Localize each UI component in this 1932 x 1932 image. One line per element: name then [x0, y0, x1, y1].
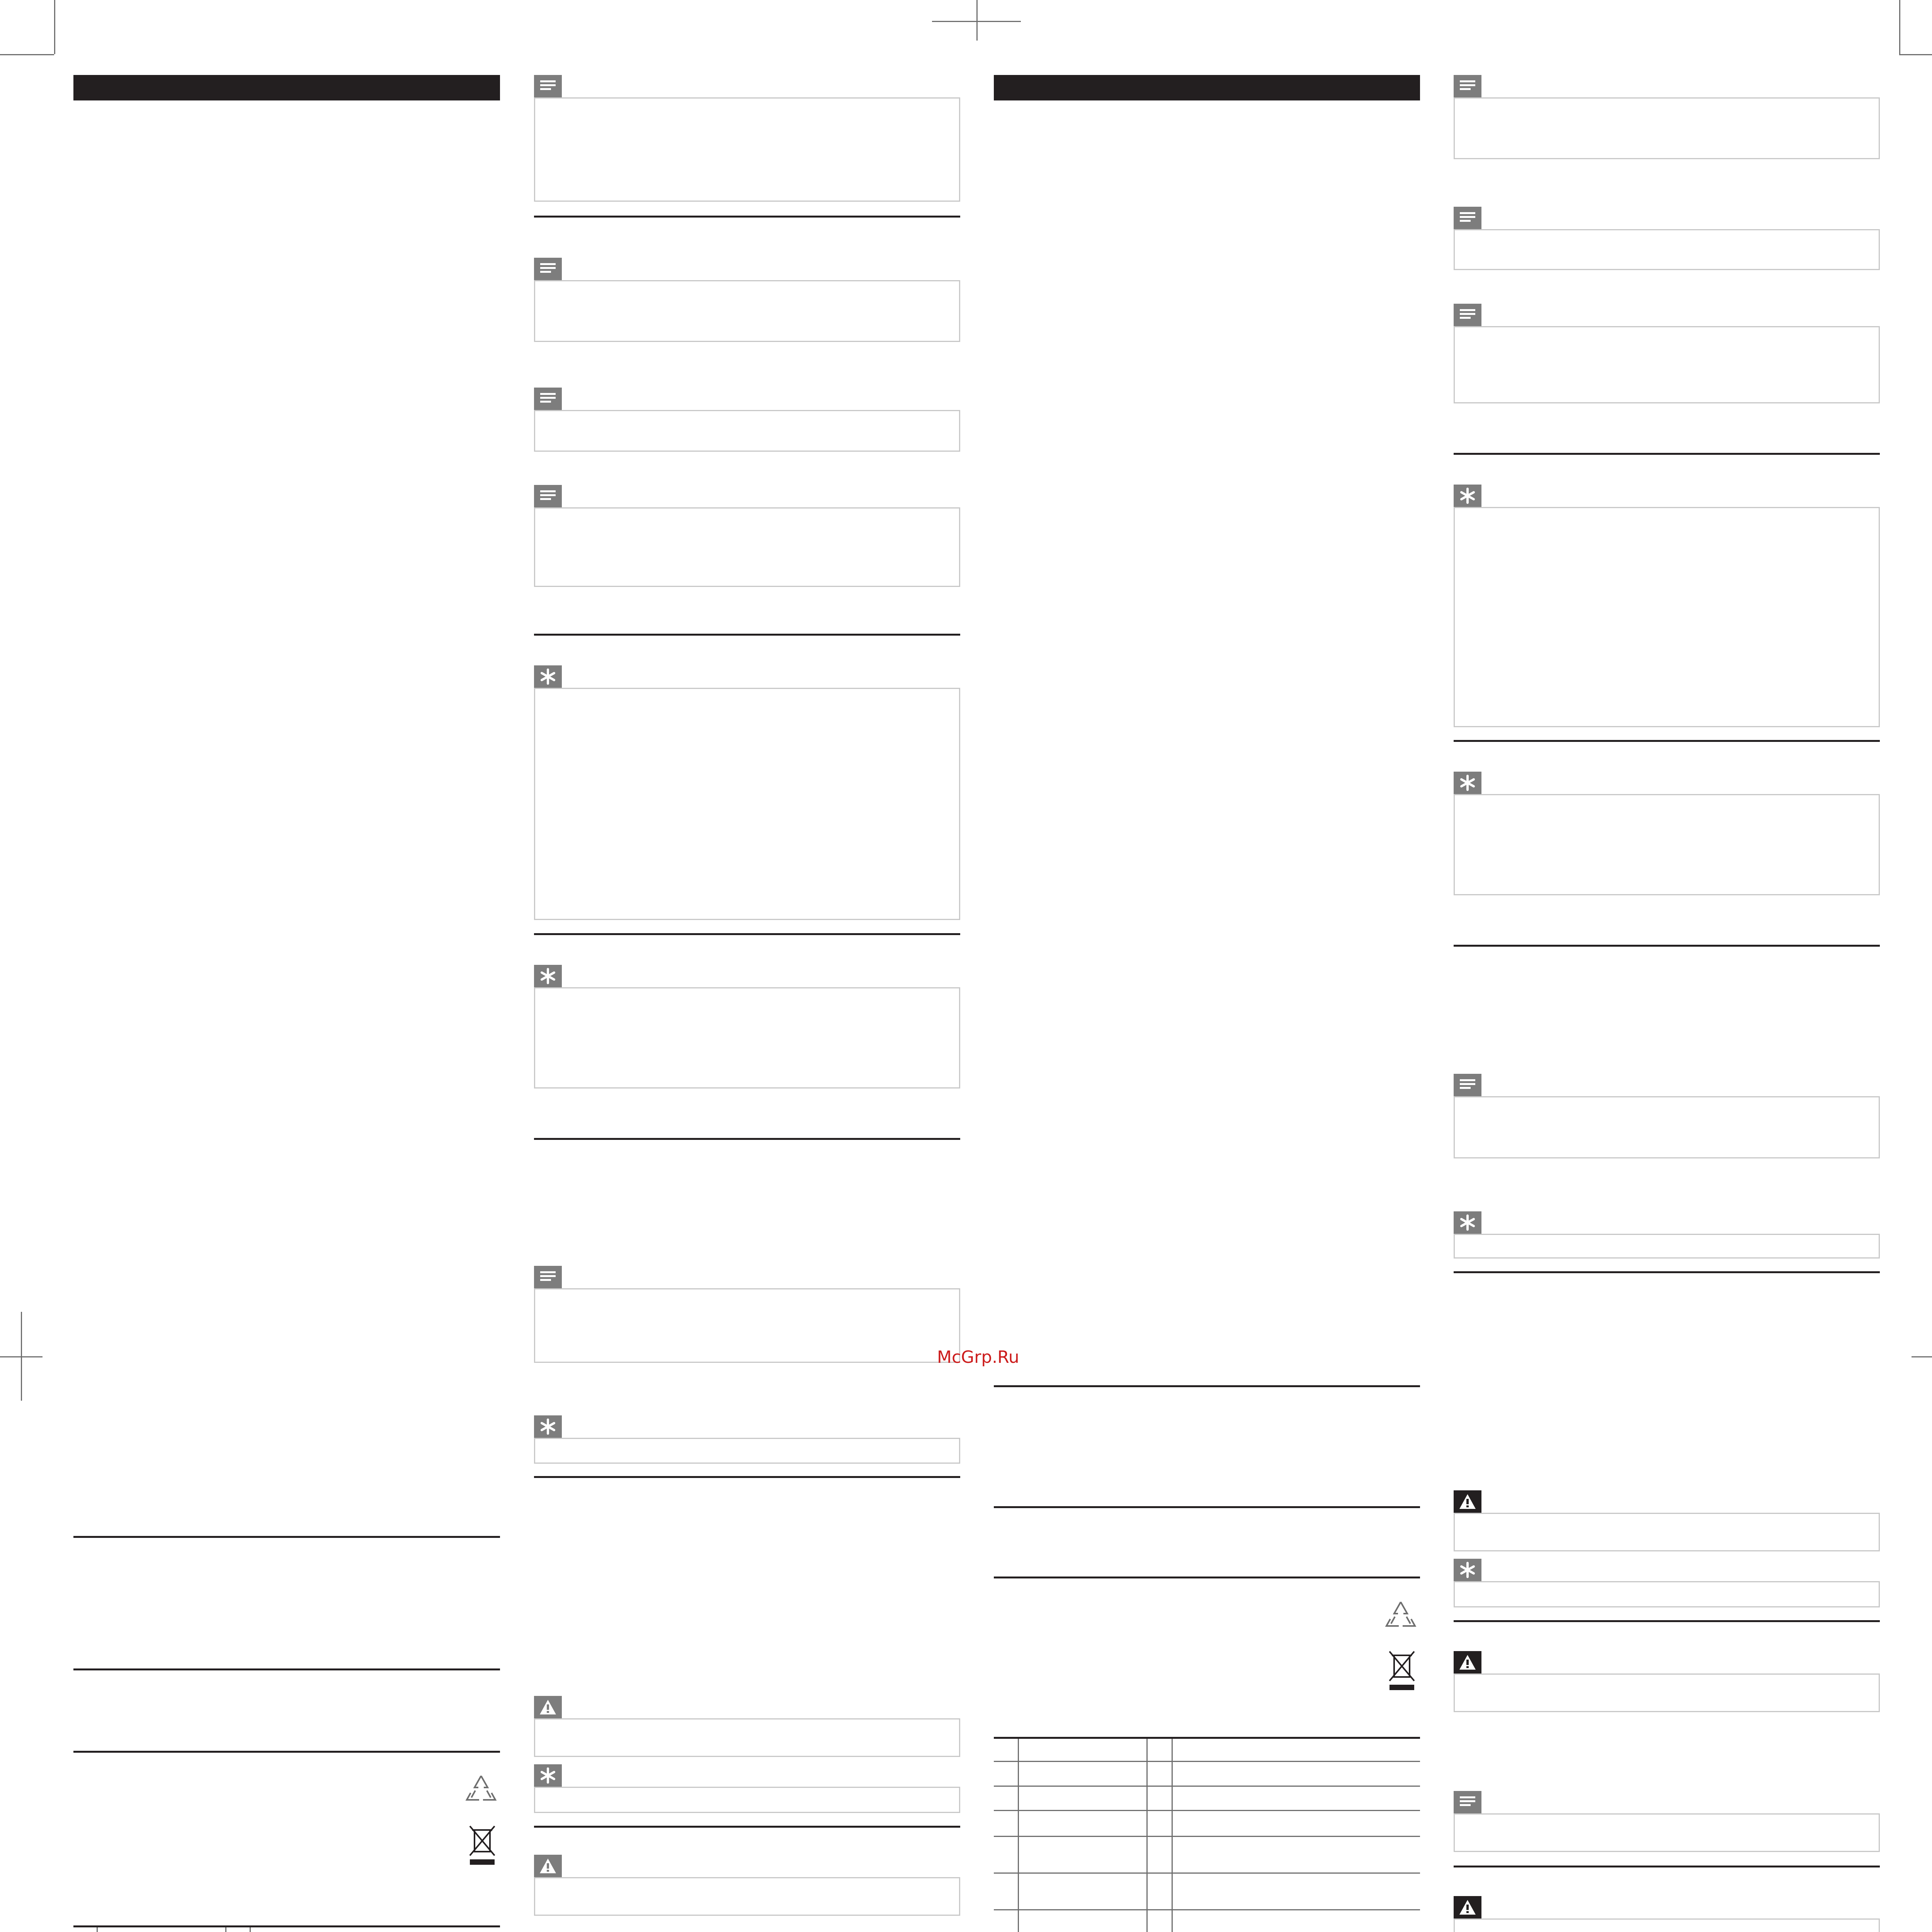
- crop-mark-tr-h: [1899, 54, 1932, 55]
- registration-mark-top-h: [932, 21, 1021, 22]
- spec-table: [73, 1925, 500, 1932]
- tip-icon: [534, 1764, 562, 1787]
- note-icon: [1454, 304, 1481, 326]
- tip-icon: [1454, 1559, 1481, 1581]
- section-rule: [534, 216, 960, 218]
- note-box: [534, 280, 960, 342]
- tip-box: [534, 987, 960, 1088]
- note-icon: [534, 388, 562, 410]
- section-rule: [73, 1536, 500, 1538]
- column-1-header-bar: [73, 75, 500, 100]
- section-rule: [994, 1577, 1420, 1578]
- note-icon: [1454, 1791, 1481, 1813]
- tip-box: [534, 1787, 960, 1813]
- section-rule: [534, 634, 960, 636]
- registration-mark-right-h: [1912, 1356, 1932, 1357]
- tip-icon: [1454, 772, 1481, 794]
- note-icon: [534, 1266, 562, 1288]
- recycle-icon: [1383, 1599, 1418, 1634]
- warning-icon: [534, 1855, 562, 1877]
- tip-icon: [1454, 485, 1481, 507]
- section-rule: [534, 1826, 960, 1828]
- note-box: [1454, 1813, 1880, 1852]
- section-rule: [534, 933, 960, 935]
- section-rule: [1454, 945, 1880, 947]
- section-rule: [1454, 453, 1880, 455]
- section-rule: [73, 1751, 500, 1753]
- watermark-text: McGrp.Ru: [937, 1347, 1019, 1367]
- note-box: [534, 410, 960, 452]
- section-rule: [1454, 1620, 1880, 1622]
- warning-icon: [1454, 1651, 1481, 1673]
- note-box: [534, 97, 960, 202]
- note-box: [534, 1288, 960, 1363]
- note-icon: [534, 485, 562, 507]
- warning-icon: [1454, 1896, 1481, 1918]
- section-rule: [994, 1506, 1420, 1508]
- note-icon: [1454, 1074, 1481, 1096]
- note-icon: [1454, 75, 1481, 97]
- tip-icon: [534, 1415, 562, 1438]
- section-rule: [73, 1668, 500, 1670]
- registration-mark-left-h: [0, 1356, 43, 1357]
- tip-box: [1454, 1581, 1880, 1607]
- column-3-header-bar: [994, 75, 1420, 100]
- warning-icon: [534, 1696, 562, 1718]
- tip-icon: [1454, 1211, 1481, 1234]
- tip-box: [1454, 1234, 1880, 1259]
- registration-mark-top-v: [976, 0, 978, 41]
- crossed-bin-icon: [468, 1824, 497, 1866]
- tip-box: [534, 1438, 960, 1464]
- note-icon: [534, 75, 562, 97]
- note-box: [1454, 97, 1880, 159]
- note-box: [1454, 326, 1880, 403]
- tip-icon: [534, 965, 562, 987]
- note-box: [534, 507, 960, 587]
- note-box: [1454, 1096, 1880, 1158]
- recycle-icon: [464, 1773, 498, 1808]
- crossed-bin-icon: [1387, 1649, 1417, 1692]
- warning-box: [1454, 1513, 1880, 1551]
- note-icon: [1454, 207, 1481, 229]
- section-rule: [534, 1476, 960, 1478]
- warning-box: [1454, 1673, 1880, 1712]
- section-rule: [1454, 1866, 1880, 1867]
- warning-box: [534, 1877, 960, 1916]
- warning-box: [534, 1718, 960, 1757]
- note-icon: [534, 258, 562, 280]
- tip-box: [1454, 794, 1880, 895]
- section-rule: [994, 1385, 1420, 1387]
- section-rule: [534, 1138, 960, 1140]
- spec-table: [994, 1737, 1420, 1932]
- warning-icon: [1454, 1490, 1481, 1513]
- crop-mark-tl-h: [0, 54, 54, 55]
- tip-icon: [534, 665, 562, 688]
- tip-box: [534, 688, 960, 920]
- crop-mark-tr-v: [1899, 0, 1900, 54]
- tip-box: [1454, 507, 1880, 727]
- warning-box: [1454, 1918, 1880, 1932]
- section-rule: [1454, 740, 1880, 742]
- crop-mark-tl-v: [54, 0, 55, 54]
- section-rule: [1454, 1271, 1880, 1273]
- note-box: [1454, 229, 1880, 270]
